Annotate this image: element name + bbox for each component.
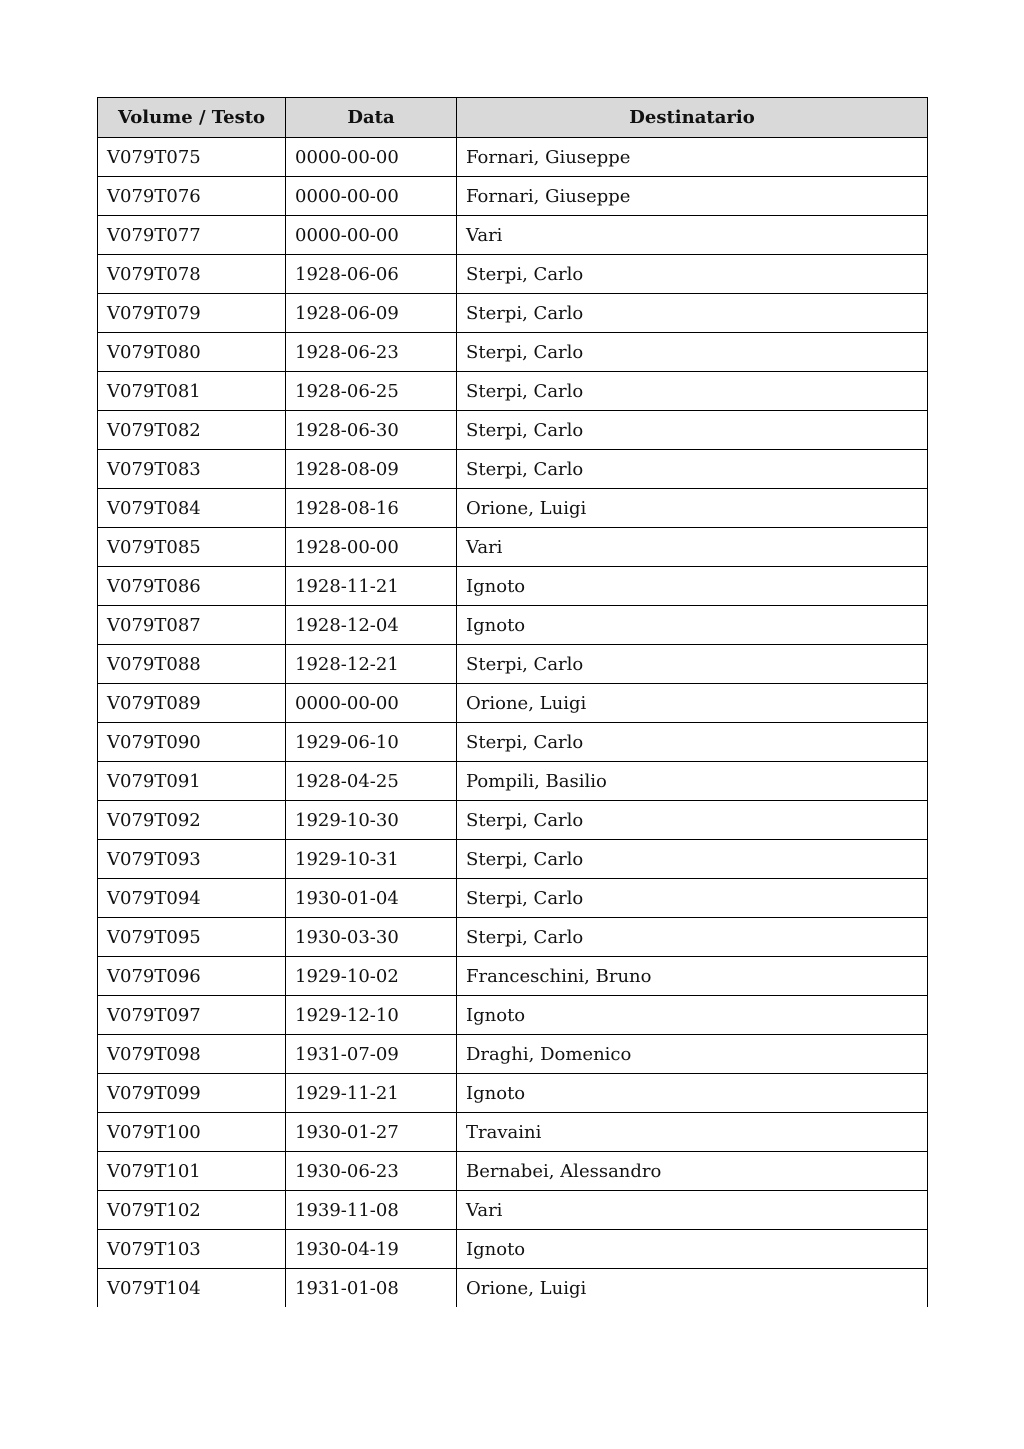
table-row [98, 333, 928, 372]
table-row [98, 1113, 928, 1152]
table-row [98, 957, 928, 996]
cell-destinatario: Ignoto [457, 606, 928, 645]
cell-data: 1928-11-21 [286, 567, 457, 606]
cell-data: 1928-08-09 [286, 450, 457, 489]
table-row [98, 840, 928, 879]
cell-destinatario: Vari [457, 528, 928, 567]
cell-destinatario: Vari [457, 1191, 928, 1230]
cell-volume-testo: V079T080 [98, 333, 286, 372]
cell-volume-testo: V079T101 [98, 1152, 286, 1191]
cell-volume-testo: V079T102 [98, 1191, 286, 1230]
cell-volume-testo: V079T100 [98, 1113, 286, 1152]
cell-destinatario: Sterpi, Carlo [457, 372, 928, 411]
table-row [98, 762, 928, 801]
cell-data: 1929-06-10 [286, 723, 457, 762]
table-row [98, 1269, 928, 1308]
cell-data: 1928-06-30 [286, 411, 457, 450]
cell-data: 1929-10-31 [286, 840, 457, 879]
cell-volume-testo: V079T085 [98, 528, 286, 567]
table-row [98, 645, 928, 684]
cell-destinatario: Franceschini, Bruno [457, 957, 928, 996]
table-header [98, 98, 928, 138]
header-data: Data [286, 98, 457, 138]
table-row [98, 294, 928, 333]
cell-volume-testo: V079T089 [98, 684, 286, 723]
cell-data: 1939-11-08 [286, 1191, 457, 1230]
cell-destinatario: Draghi, Domenico [457, 1035, 928, 1074]
cell-data: 1931-07-09 [286, 1035, 457, 1074]
cell-destinatario: Sterpi, Carlo [457, 723, 928, 762]
cell-volume-testo: V079T094 [98, 879, 286, 918]
cell-data: 1928-00-00 [286, 528, 457, 567]
table-row [98, 879, 928, 918]
cell-data: 1929-12-10 [286, 996, 457, 1035]
cell-destinatario: Sterpi, Carlo [457, 294, 928, 333]
cell-volume-testo: V079T091 [98, 762, 286, 801]
header-volume-testo: Volume / Testo [98, 98, 286, 138]
table-row [98, 1074, 928, 1113]
header-row [98, 98, 928, 138]
cell-data: 1929-10-30 [286, 801, 457, 840]
cell-destinatario: Ignoto [457, 567, 928, 606]
table-row [98, 684, 928, 723]
table-row [98, 177, 928, 216]
cell-volume-testo: V079T078 [98, 255, 286, 294]
cell-volume-testo: V079T076 [98, 177, 286, 216]
cell-volume-testo: V079T088 [98, 645, 286, 684]
table-row [98, 372, 928, 411]
table-row [98, 411, 928, 450]
table-row [98, 255, 928, 294]
cell-volume-testo: V079T086 [98, 567, 286, 606]
table-row [98, 1191, 928, 1230]
table-row [98, 1152, 928, 1191]
cell-data: 1928-06-25 [286, 372, 457, 411]
cell-volume-testo: V079T104 [98, 1269, 286, 1308]
cell-data: 0000-00-00 [286, 216, 457, 255]
table-row [98, 450, 928, 489]
cell-destinatario: Sterpi, Carlo [457, 255, 928, 294]
table-row [98, 996, 928, 1035]
cell-destinatario: Orione, Luigi [457, 684, 928, 723]
cell-destinatario: Ignoto [457, 996, 928, 1035]
cell-data: 1928-12-21 [286, 645, 457, 684]
cell-data: 1929-11-21 [286, 1074, 457, 1113]
table-row [98, 489, 928, 528]
cell-destinatario: Orione, Luigi [457, 1269, 928, 1308]
cell-destinatario: Sterpi, Carlo [457, 879, 928, 918]
cell-data: 0000-00-00 [286, 138, 457, 177]
cell-destinatario: Sterpi, Carlo [457, 333, 928, 372]
cell-volume-testo: V079T077 [98, 216, 286, 255]
header-destinatario: Destinatario [457, 98, 928, 138]
cell-destinatario: Sterpi, Carlo [457, 411, 928, 450]
cell-destinatario: Sterpi, Carlo [457, 645, 928, 684]
cell-data: 1928-06-23 [286, 333, 457, 372]
cell-volume-testo: V079T092 [98, 801, 286, 840]
table-row [98, 1230, 928, 1269]
cell-volume-testo: V079T093 [98, 840, 286, 879]
table-row [98, 567, 928, 606]
table-body [98, 138, 928, 1308]
cell-destinatario: Sterpi, Carlo [457, 840, 928, 879]
table-row [98, 723, 928, 762]
cell-volume-testo: V079T081 [98, 372, 286, 411]
cell-data: 1928-08-16 [286, 489, 457, 528]
cell-destinatario: Travaini [457, 1113, 928, 1152]
cell-destinatario: Sterpi, Carlo [457, 450, 928, 489]
cell-volume-testo: V079T079 [98, 294, 286, 333]
cell-data: 1930-06-23 [286, 1152, 457, 1191]
cell-destinatario: Ignoto [457, 1074, 928, 1113]
cell-data: 0000-00-00 [286, 177, 457, 216]
table-row [98, 1035, 928, 1074]
cell-data: 1930-01-04 [286, 879, 457, 918]
table-row [98, 918, 928, 957]
cell-volume-testo: V079T099 [98, 1074, 286, 1113]
cell-destinatario: Pompili, Basilio [457, 762, 928, 801]
cell-destinatario: Fornari, Giuseppe [457, 138, 928, 177]
table-row [98, 606, 928, 645]
cell-volume-testo: V079T075 [98, 138, 286, 177]
cell-data: 1929-10-02 [286, 957, 457, 996]
cell-volume-testo: V079T096 [98, 957, 286, 996]
cell-volume-testo: V079T083 [98, 450, 286, 489]
cell-volume-testo: V079T097 [98, 996, 286, 1035]
cell-data: 0000-00-00 [286, 684, 457, 723]
cell-data: 1931-01-08 [286, 1269, 457, 1308]
table-row [98, 138, 928, 177]
cell-data: 1928-04-25 [286, 762, 457, 801]
table-row [98, 528, 928, 567]
cell-volume-testo: V079T084 [98, 489, 286, 528]
cell-destinatario: Vari [457, 216, 928, 255]
cell-volume-testo: V079T090 [98, 723, 286, 762]
cell-data: 1930-01-27 [286, 1113, 457, 1152]
cell-volume-testo: V079T082 [98, 411, 286, 450]
table-row [98, 216, 928, 255]
cell-volume-testo: V079T103 [98, 1230, 286, 1269]
cell-destinatario: Sterpi, Carlo [457, 801, 928, 840]
records-table [97, 97, 928, 1307]
cell-destinatario: Orione, Luigi [457, 489, 928, 528]
cell-destinatario: Fornari, Giuseppe [457, 177, 928, 216]
table-row [98, 801, 928, 840]
cell-destinatario: Ignoto [457, 1230, 928, 1269]
cell-destinatario: Sterpi, Carlo [457, 918, 928, 957]
cell-data: 1928-06-09 [286, 294, 457, 333]
cell-volume-testo: V079T095 [98, 918, 286, 957]
cell-volume-testo: V079T098 [98, 1035, 286, 1074]
cell-data: 1928-12-04 [286, 606, 457, 645]
cell-volume-testo: V079T087 [98, 606, 286, 645]
cell-destinatario: Bernabei, Alessandro [457, 1152, 928, 1191]
cell-data: 1930-04-19 [286, 1230, 457, 1269]
cell-data: 1930-03-30 [286, 918, 457, 957]
cell-data: 1928-06-06 [286, 255, 457, 294]
